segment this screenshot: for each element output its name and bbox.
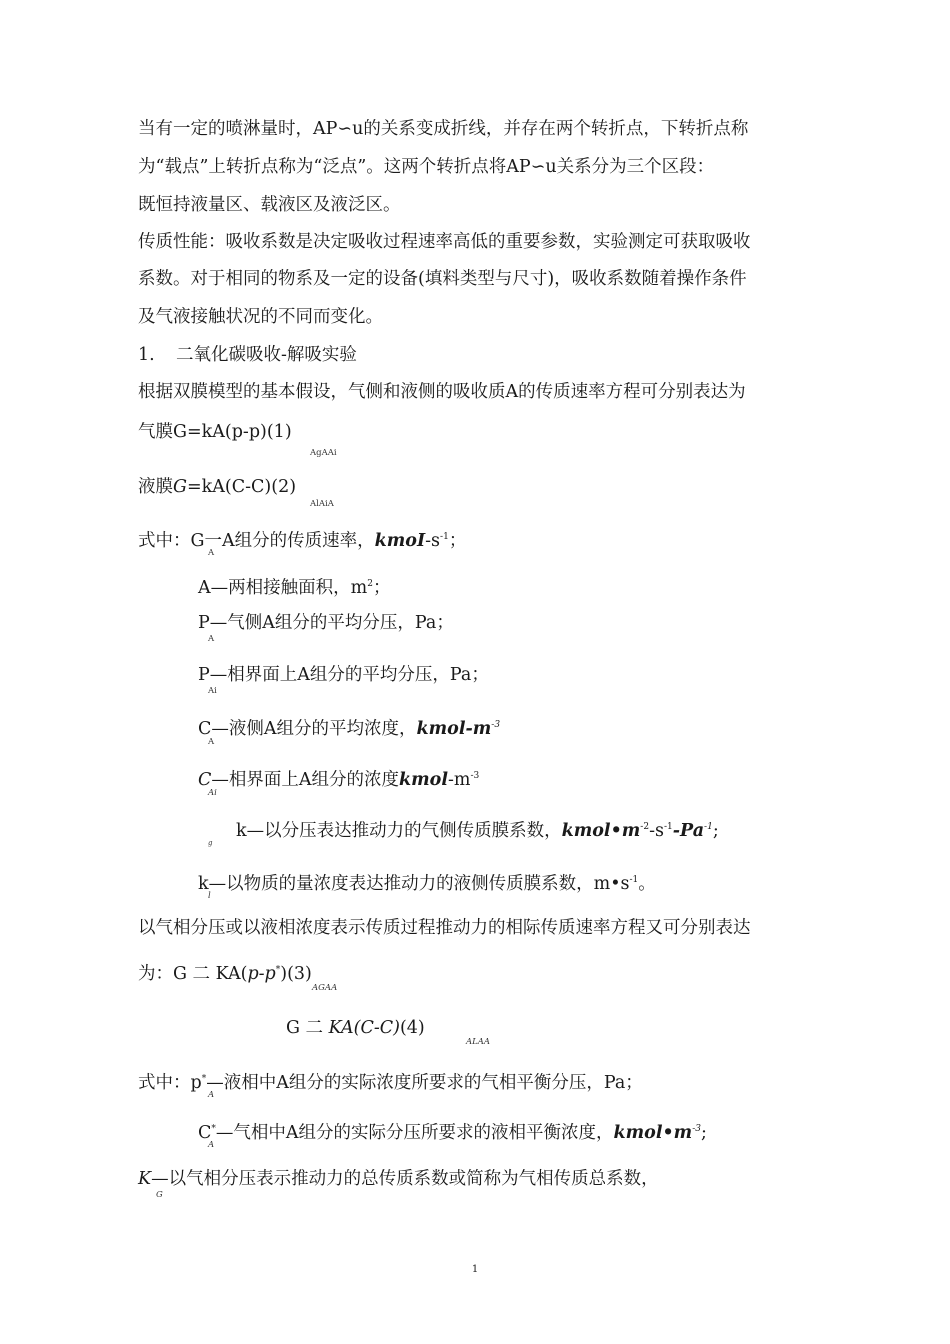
unit: -s bbox=[649, 820, 664, 841]
definition-text: A—两相接触面积，m bbox=[198, 577, 368, 598]
symbol: K bbox=[138, 1169, 152, 1189]
subscript: Ai bbox=[208, 788, 217, 798]
definition-pa bbox=[198, 612, 454, 634]
section-title: 二氧化碳吸收-解吸实验 bbox=[176, 345, 357, 365]
definition-text: —气侧A组分的平均分压，Pa； bbox=[209, 613, 454, 633]
paragraph-line: 根据双膜模型的基本假设，气侧和液侧的吸收质A的传质速率方程可分别表达为 bbox=[138, 382, 746, 402]
unit-exponent: 2 bbox=[367, 579, 373, 589]
definition-kl bbox=[198, 869, 656, 895]
symbol: p bbox=[190, 1072, 202, 1093]
definition-ga bbox=[138, 526, 466, 552]
symbol: G bbox=[190, 530, 205, 551]
definition-text: —相界面上A组分的平均分压，Pa； bbox=[209, 665, 489, 685]
equation-subscripts: ALAA bbox=[466, 1037, 491, 1047]
unit: kmol-m bbox=[416, 718, 492, 739]
equation-label: 液膜 bbox=[138, 477, 173, 497]
equation-body: G 二 bbox=[286, 1018, 329, 1038]
equation-subscripts: AgAAi bbox=[310, 448, 337, 458]
definition-text: 一A组分的传质速率， bbox=[204, 530, 375, 551]
unit: m•s bbox=[593, 873, 630, 894]
equation-label: 为： bbox=[138, 963, 173, 984]
subscript: A bbox=[208, 634, 215, 644]
punctuation: ; bbox=[712, 820, 719, 841]
equation-subscripts: AGAA bbox=[312, 983, 338, 993]
unit: -Pa bbox=[672, 820, 705, 841]
definition-kg-total bbox=[138, 1168, 659, 1190]
unit: -m bbox=[448, 769, 471, 790]
subscript: g bbox=[208, 839, 213, 847]
paragraph-line: 以气相分压或以液相浓度表示传质过程推动力的相际传质速率方程又可分别表达 bbox=[138, 918, 751, 938]
definition-text: —气相中A组分的实际分压所要求的液相平衡浓度， bbox=[215, 1122, 614, 1143]
unit-exponent: -1 bbox=[704, 822, 713, 832]
equation-symbol: G bbox=[173, 477, 187, 497]
punctuation: 。 bbox=[638, 873, 656, 894]
subscript: l bbox=[208, 891, 211, 901]
unit-exponent: -3 bbox=[470, 771, 480, 781]
subscript: A bbox=[208, 1090, 215, 1100]
unit-exponent: -1 bbox=[663, 822, 673, 832]
definition-a bbox=[198, 573, 390, 599]
punctuation: ； bbox=[372, 577, 391, 598]
unit-exponent: -1 bbox=[440, 532, 449, 542]
equation-label: 气膜 bbox=[138, 422, 173, 442]
paragraph-line: 传质性能：吸收系数是决定吸收过程速率高低的重要参数，实验测定可获取吸收 bbox=[138, 232, 751, 252]
unit: kmol•m bbox=[561, 820, 641, 841]
unit: kmol bbox=[399, 769, 448, 790]
equation-4 bbox=[286, 1017, 425, 1039]
unit-exponent: -3 bbox=[692, 1124, 701, 1134]
definition-text: —液侧A组分的平均浓度， bbox=[211, 718, 417, 739]
definition-text: —以物质的量浓度表达推动力的液侧传质膜系数， bbox=[208, 873, 594, 894]
definition-ca-star bbox=[198, 1118, 707, 1144]
equation-star: * bbox=[275, 965, 281, 975]
equation-body: )(3) bbox=[280, 963, 312, 984]
subscript: A bbox=[208, 1140, 215, 1150]
subscript: Ai bbox=[208, 686, 217, 696]
symbol: C bbox=[198, 769, 212, 790]
unit: -s bbox=[425, 530, 441, 551]
paragraph-line: 及气液接触状况的不同而变化。 bbox=[138, 307, 383, 327]
paragraph-line: 当有一定的喷淋量时，AP∽u的关系变成折线，并存在两个转折点，下转折点称 bbox=[138, 119, 749, 139]
definitions-heading: 式中： bbox=[138, 1072, 191, 1093]
equation-2 bbox=[138, 476, 296, 498]
equation-body: (4) bbox=[399, 1018, 425, 1038]
definition-kg bbox=[236, 816, 719, 842]
paragraph-line: 为“载点”上转折点称为“泛点”。这两个转折点将AP∽u关系分为三个区段： bbox=[138, 157, 715, 177]
definition-pai bbox=[198, 664, 489, 686]
symbol-star: * bbox=[201, 1074, 207, 1084]
unit: kmol•m bbox=[613, 1122, 693, 1143]
punctuation: ； bbox=[448, 530, 467, 551]
unit-exponent: -1 bbox=[629, 875, 639, 885]
punctuation: ; bbox=[700, 1122, 707, 1143]
equation-3 bbox=[138, 959, 312, 985]
definition-ca bbox=[198, 714, 500, 740]
equation-1 bbox=[138, 421, 292, 443]
section-heading bbox=[138, 344, 357, 366]
symbol: P bbox=[198, 613, 210, 633]
section-number: 1. bbox=[138, 345, 155, 365]
equation-body: p-p bbox=[247, 963, 276, 984]
definition-cai bbox=[198, 765, 479, 791]
definitions-heading: 式中： bbox=[138, 530, 191, 551]
definition-text: —液相中A组分的实际浓度所要求的气相平衡分压，Pa； bbox=[206, 1072, 643, 1093]
symbol: C bbox=[198, 1122, 212, 1143]
subscript: A bbox=[208, 548, 215, 558]
symbol-star: * bbox=[211, 1124, 216, 1134]
page-number: 1 bbox=[471, 1264, 479, 1275]
symbol: C bbox=[198, 718, 212, 739]
equation-subscripts: AlAiA bbox=[310, 499, 334, 509]
equation-body: KA(C-C) bbox=[328, 1018, 400, 1038]
definition-text: —以气相分压表示推动力的总传质系数或简称为气相传质总系数， bbox=[151, 1169, 659, 1189]
equation-body: G 二 KA( bbox=[173, 963, 248, 984]
paragraph-line: 系数。对于相同的物系及一定的设备(填料类型与尺寸)，吸收系数随着操作条件 bbox=[138, 269, 747, 289]
unit: kmoI bbox=[374, 530, 426, 551]
paragraph-line: 既恒持液量区、载液区及液泛区。 bbox=[138, 195, 401, 215]
subscript: G bbox=[156, 1190, 163, 1200]
symbol: k bbox=[198, 873, 209, 894]
definition-text: k—以分压表达推动力的气侧传质膜系数， bbox=[236, 820, 562, 841]
equation-body: =kA(C-C)(2) bbox=[186, 477, 297, 497]
unit-exponent: -3 bbox=[491, 720, 501, 730]
unit-exponent: -2 bbox=[640, 822, 650, 832]
subscript: A bbox=[208, 737, 215, 747]
definition-text: —相界面上A组分的浓度 bbox=[211, 769, 400, 790]
equation-body: G=kA(p-p)(1) bbox=[173, 422, 292, 442]
symbol: P bbox=[198, 665, 210, 685]
